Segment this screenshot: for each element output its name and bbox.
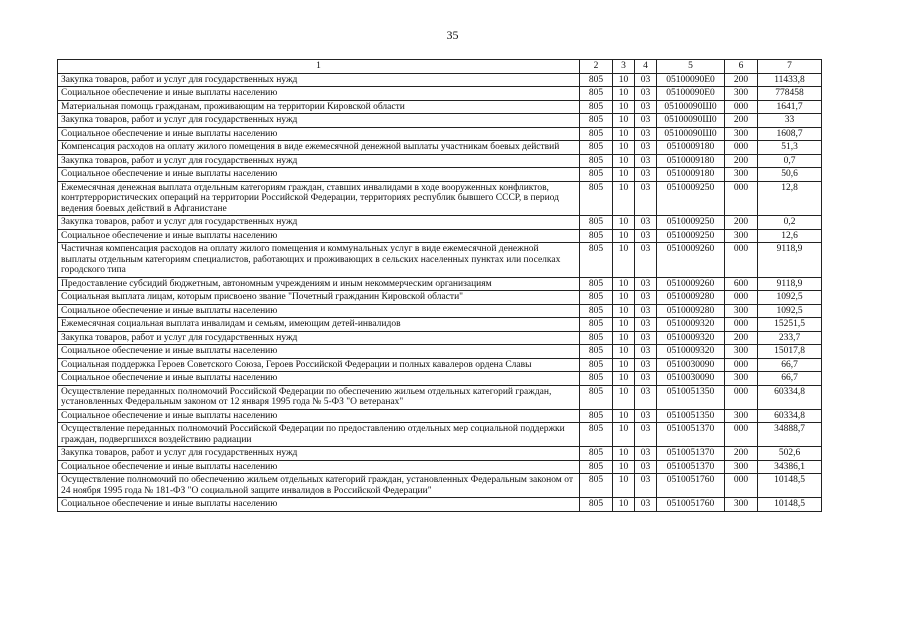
cell-target-article: 0510009280 — [657, 291, 725, 305]
cell-amount: 15017,8 — [758, 345, 822, 359]
table-row — [58, 277, 822, 291]
cell-subsection: 03 — [635, 141, 657, 155]
cell-subsection: 03 — [635, 168, 657, 182]
cell-name: Закупка товаров, работ и услуг для государственных нужд — [58, 216, 580, 230]
cell-section: 10 — [613, 229, 635, 243]
cell-name: Закупка товаров, работ и услуг для государственных нужд — [58, 114, 580, 128]
table-row — [58, 447, 822, 461]
cell-target-article: 05100090Е0 — [657, 73, 725, 87]
cell-name: Закупка товаров, работ и услуг для государственных нужд — [58, 154, 580, 168]
cell-name: Социальное обеспечение и иные выплаты населению — [58, 229, 580, 243]
cell-amount: 66,7 — [758, 372, 822, 386]
cell-amount: 1092,5 — [758, 291, 822, 305]
cell-section: 10 — [613, 216, 635, 230]
table-row — [58, 154, 822, 168]
cell-expense-type: 300 — [725, 304, 758, 318]
cell-target-article: 0510009250 — [657, 229, 725, 243]
table-row — [58, 409, 822, 423]
cell-amount: 9118,9 — [758, 277, 822, 291]
table-row — [58, 423, 822, 447]
cell-subsection: 03 — [635, 385, 657, 409]
budget-table — [57, 59, 822, 512]
cell-target-article: 05100090Ш0 — [657, 114, 725, 128]
cell-grbs: 805 — [580, 181, 613, 216]
cell-name: Частичная компенсация расходов на оплату жилого помещения и коммунальных услуг в виде ежемесячной денежной выплаты отдельным категориям специалистов, работающих и проживающих в сельских населенных пунктах или поселках городского типа — [58, 243, 580, 278]
cell-name: Ежемесячная социальная выплата инвалидам и семьям, имеющим детей-инвалидов — [58, 318, 580, 332]
cell-amount: 1608,7 — [758, 127, 822, 141]
cell-amount: 12,8 — [758, 181, 822, 216]
cell-amount: 233,7 — [758, 331, 822, 345]
cell-target-article: 0510030090 — [657, 372, 725, 386]
cell-section: 10 — [613, 423, 635, 447]
cell-expense-type: 000 — [725, 141, 758, 155]
cell-amount: 33 — [758, 114, 822, 128]
table-row — [58, 385, 822, 409]
cell-expense-type: 300 — [725, 409, 758, 423]
cell-grbs: 805 — [580, 474, 613, 498]
cell-amount: 60334,8 — [758, 409, 822, 423]
cell-name: Материальная помощь гражданам, проживающим на территории Кировской области — [58, 100, 580, 114]
cell-expense-type: 000 — [725, 291, 758, 305]
cell-amount: 12,6 — [758, 229, 822, 243]
cell-grbs: 805 — [580, 498, 613, 512]
cell-target-article: 0510009250 — [657, 181, 725, 216]
cell-grbs: 805 — [580, 141, 613, 155]
cell-section: 10 — [613, 304, 635, 318]
cell-target-article: 0510051760 — [657, 474, 725, 498]
cell-expense-type: 300 — [725, 168, 758, 182]
cell-subsection: 03 — [635, 460, 657, 474]
cell-target-article: 0510009180 — [657, 154, 725, 168]
cell-expense-type: 600 — [725, 277, 758, 291]
cell-amount: 15251,5 — [758, 318, 822, 332]
cell-amount: 502,6 — [758, 447, 822, 461]
cell-grbs: 805 — [580, 100, 613, 114]
cell-expense-type: 200 — [725, 114, 758, 128]
cell-grbs: 805 — [580, 372, 613, 386]
cell-name: Закупка товаров, работ и услуг для государственных нужд — [58, 73, 580, 87]
cell-section: 10 — [613, 358, 635, 372]
cell-expense-type: 000 — [725, 474, 758, 498]
cell-subsection: 03 — [635, 277, 657, 291]
cell-section: 10 — [613, 385, 635, 409]
cell-target-article: 05100090Ш0 — [657, 127, 725, 141]
cell-section: 10 — [613, 409, 635, 423]
table-row — [58, 304, 822, 318]
cell-expense-type: 000 — [725, 181, 758, 216]
cell-target-article: 05100090Ш0 — [657, 100, 725, 114]
cell-target-article: 0510051370 — [657, 423, 725, 447]
cell-amount: 66,7 — [758, 358, 822, 372]
cell-subsection: 03 — [635, 423, 657, 447]
cell-subsection: 03 — [635, 100, 657, 114]
cell-target-article: 0510009180 — [657, 141, 725, 155]
cell-amount: 10148,5 — [758, 474, 822, 498]
page-number: 35 — [446, 28, 459, 42]
cell-name: Закупка товаров, работ и услуг для государственных нужд — [58, 331, 580, 345]
cell-grbs: 805 — [580, 318, 613, 332]
cell-subsection: 03 — [635, 474, 657, 498]
cell-amount: 10148,5 — [758, 498, 822, 512]
cell-grbs: 805 — [580, 385, 613, 409]
cell-name: Социальная поддержка Героев Советского Союза, Героев Российской Федерации и полных кавалеров ордена Славы — [58, 358, 580, 372]
cell-section: 10 — [613, 181, 635, 216]
cell-section: 10 — [613, 127, 635, 141]
cell-section: 10 — [613, 277, 635, 291]
cell-grbs: 805 — [580, 304, 613, 318]
cell-grbs: 805 — [580, 331, 613, 345]
cell-name: Осуществление переданных полномочий Российской Федерации по предоставлению отдельных мер социальной поддержки граждан, подвергшихся воздействию радиации — [58, 423, 580, 447]
cell-subsection: 03 — [635, 229, 657, 243]
cell-section: 10 — [613, 498, 635, 512]
cell-name: Социальное обеспечение и иные выплаты населению — [58, 304, 580, 318]
cell-subsection: 03 — [635, 331, 657, 345]
cell-target-article: 0510030090 — [657, 358, 725, 372]
cell-amount: 0,7 — [758, 154, 822, 168]
table-row — [58, 141, 822, 155]
cell-grbs: 805 — [580, 73, 613, 87]
cell-subsection: 03 — [635, 181, 657, 216]
cell-expense-type: 300 — [725, 498, 758, 512]
cell-subsection: 03 — [635, 345, 657, 359]
cell-target-article: 0510009260 — [657, 277, 725, 291]
cell-amount: 778458 — [758, 87, 822, 101]
cell-grbs: 805 — [580, 168, 613, 182]
cell-expense-type: 300 — [725, 372, 758, 386]
cell-subsection: 03 — [635, 304, 657, 318]
header-cell-section: 3 — [613, 60, 635, 74]
cell-expense-type: 000 — [725, 423, 758, 447]
cell-expense-type: 200 — [725, 216, 758, 230]
header-cell-name: 1 — [58, 60, 580, 74]
cell-grbs: 805 — [580, 154, 613, 168]
table-row — [58, 73, 822, 87]
cell-subsection: 03 — [635, 216, 657, 230]
header-cell-subsection: 4 — [635, 60, 657, 74]
cell-expense-type: 300 — [725, 345, 758, 359]
cell-name: Социальное обеспечение и иные выплаты населению — [58, 460, 580, 474]
cell-amount: 50,6 — [758, 168, 822, 182]
cell-grbs: 805 — [580, 358, 613, 372]
cell-grbs: 805 — [580, 114, 613, 128]
cell-section: 10 — [613, 291, 635, 305]
cell-name: Осуществление переданных полномочий Российской Федерации по обеспечению жильем отдельных категорий граждан, установленных Федеральным законом от 12 января 1995 года № 5-ФЗ "О ветеранах" — [58, 385, 580, 409]
cell-name: Социальное обеспечение и иные выплаты населению — [58, 168, 580, 182]
cell-section: 10 — [613, 318, 635, 332]
cell-section: 10 — [613, 100, 635, 114]
cell-name: Социальное обеспечение и иные выплаты населению — [58, 372, 580, 386]
cell-name: Осуществление полномочий по обеспечению жильем отдельных категорий граждан, установленных Федеральным законом от 24 ноября 1995 года № 181-ФЗ "О социальной защите инвалидов в Российской Федерации" — [58, 474, 580, 498]
table-row — [58, 331, 822, 345]
cell-grbs: 805 — [580, 345, 613, 359]
table-row — [58, 498, 822, 512]
cell-expense-type: 000 — [725, 318, 758, 332]
cell-subsection: 03 — [635, 409, 657, 423]
cell-expense-type: 300 — [725, 127, 758, 141]
cell-target-article: 0510009250 — [657, 216, 725, 230]
cell-section: 10 — [613, 243, 635, 278]
cell-grbs: 805 — [580, 243, 613, 278]
table-row — [58, 87, 822, 101]
cell-section: 10 — [613, 141, 635, 155]
cell-subsection: 03 — [635, 318, 657, 332]
cell-target-article: 0510009260 — [657, 243, 725, 278]
cell-name: Закупка товаров, работ и услуг для государственных нужд — [58, 447, 580, 461]
table-row — [58, 372, 822, 386]
cell-expense-type: 000 — [725, 358, 758, 372]
budget-table-body — [58, 60, 822, 512]
header-cell-target-article: 5 — [657, 60, 725, 74]
cell-name: Компенсация расходов на оплату жилого помещения в виде ежемесячной денежной выплаты участникам боевых действий — [58, 141, 580, 155]
table-row — [58, 114, 822, 128]
cell-section: 10 — [613, 345, 635, 359]
cell-expense-type: 300 — [725, 229, 758, 243]
cell-subsection: 03 — [635, 127, 657, 141]
table-row — [58, 243, 822, 278]
cell-expense-type: 300 — [725, 460, 758, 474]
cell-target-article: 0510009180 — [657, 168, 725, 182]
cell-subsection: 03 — [635, 291, 657, 305]
cell-grbs: 805 — [580, 127, 613, 141]
cell-section: 10 — [613, 114, 635, 128]
cell-section: 10 — [613, 73, 635, 87]
cell-expense-type: 000 — [725, 243, 758, 278]
cell-grbs: 805 — [580, 423, 613, 447]
cell-name: Социальное обеспечение и иные выплаты населению — [58, 127, 580, 141]
cell-target-article: 0510051370 — [657, 447, 725, 461]
cell-name: Предоставление субсидий бюджетным, автономным учреждениям и иным некоммерческим организациям — [58, 277, 580, 291]
cell-grbs: 805 — [580, 409, 613, 423]
table-row — [58, 229, 822, 243]
cell-expense-type: 300 — [725, 87, 758, 101]
cell-target-article: 0510009320 — [657, 345, 725, 359]
cell-grbs: 805 — [580, 216, 613, 230]
table-row — [58, 358, 822, 372]
cell-name: Социальное обеспечение и иные выплаты населению — [58, 345, 580, 359]
cell-amount: 60334,8 — [758, 385, 822, 409]
table-row — [58, 216, 822, 230]
cell-amount: 11433,8 — [758, 73, 822, 87]
cell-amount: 1641,7 — [758, 100, 822, 114]
header-cell-grbs: 2 — [580, 60, 613, 74]
cell-section: 10 — [613, 460, 635, 474]
cell-amount: 34888,7 — [758, 423, 822, 447]
table-row — [58, 127, 822, 141]
cell-grbs: 805 — [580, 447, 613, 461]
cell-expense-type: 000 — [725, 100, 758, 114]
cell-name: Ежемесячная денежная выплата отдельным категориям граждан, ставших инвалидами в ходе вооруженных конфликтов, контртеррористических операций на территории Российской Федерации, территориях республик бывшего СССР, в период ведения боевых действий в Афганистане — [58, 181, 580, 216]
table-row — [58, 318, 822, 332]
cell-subsection: 03 — [635, 154, 657, 168]
table-row — [58, 291, 822, 305]
cell-target-article: 0510051350 — [657, 409, 725, 423]
cell-expense-type: 000 — [725, 385, 758, 409]
cell-name: Социальное обеспечение и иные выплаты населению — [58, 498, 580, 512]
cell-grbs: 805 — [580, 277, 613, 291]
cell-subsection: 03 — [635, 447, 657, 461]
cell-target-article: 0510051350 — [657, 385, 725, 409]
cell-subsection: 03 — [635, 372, 657, 386]
cell-subsection: 03 — [635, 114, 657, 128]
cell-section: 10 — [613, 154, 635, 168]
cell-amount: 1092,5 — [758, 304, 822, 318]
cell-section: 10 — [613, 447, 635, 461]
cell-target-article: 0510051370 — [657, 460, 725, 474]
cell-grbs: 805 — [580, 87, 613, 101]
cell-target-article: 05100090Е0 — [657, 87, 725, 101]
table-row — [58, 345, 822, 359]
cell-expense-type: 200 — [725, 73, 758, 87]
header-cell-amount: 7 — [758, 60, 822, 74]
cell-amount: 9118,9 — [758, 243, 822, 278]
cell-target-article: 0510009280 — [657, 304, 725, 318]
cell-amount: 34386,1 — [758, 460, 822, 474]
cell-target-article: 0510051760 — [657, 498, 725, 512]
table-row — [58, 460, 822, 474]
cell-name: Социальное обеспечение и иные выплаты населению — [58, 409, 580, 423]
cell-subsection: 03 — [635, 87, 657, 101]
cell-name: Социальная выплата лицам, которым присвоено звание "Почетный гражданин Кировской области" — [58, 291, 580, 305]
cell-target-article: 0510009320 — [657, 318, 725, 332]
cell-section: 10 — [613, 331, 635, 345]
cell-target-article: 0510009320 — [657, 331, 725, 345]
table-row — [58, 100, 822, 114]
cell-subsection: 03 — [635, 498, 657, 512]
cell-expense-type: 200 — [725, 154, 758, 168]
cell-grbs: 805 — [580, 229, 613, 243]
cell-section: 10 — [613, 372, 635, 386]
cell-subsection: 03 — [635, 243, 657, 278]
cell-name: Социальное обеспечение и иные выплаты населению — [58, 87, 580, 101]
cell-section: 10 — [613, 474, 635, 498]
cell-expense-type: 200 — [725, 331, 758, 345]
cell-grbs: 805 — [580, 291, 613, 305]
table-row — [58, 474, 822, 498]
cell-section: 10 — [613, 87, 635, 101]
cell-section: 10 — [613, 168, 635, 182]
cell-subsection: 03 — [635, 358, 657, 372]
table-row — [58, 181, 822, 216]
cell-subsection: 03 — [635, 73, 657, 87]
cell-amount: 51,3 — [758, 141, 822, 155]
header-cell-expense-type: 6 — [725, 60, 758, 74]
table-row — [58, 168, 822, 182]
cell-amount: 0,2 — [758, 216, 822, 230]
table-header-row — [58, 60, 822, 74]
cell-grbs: 805 — [580, 460, 613, 474]
cell-expense-type: 200 — [725, 447, 758, 461]
